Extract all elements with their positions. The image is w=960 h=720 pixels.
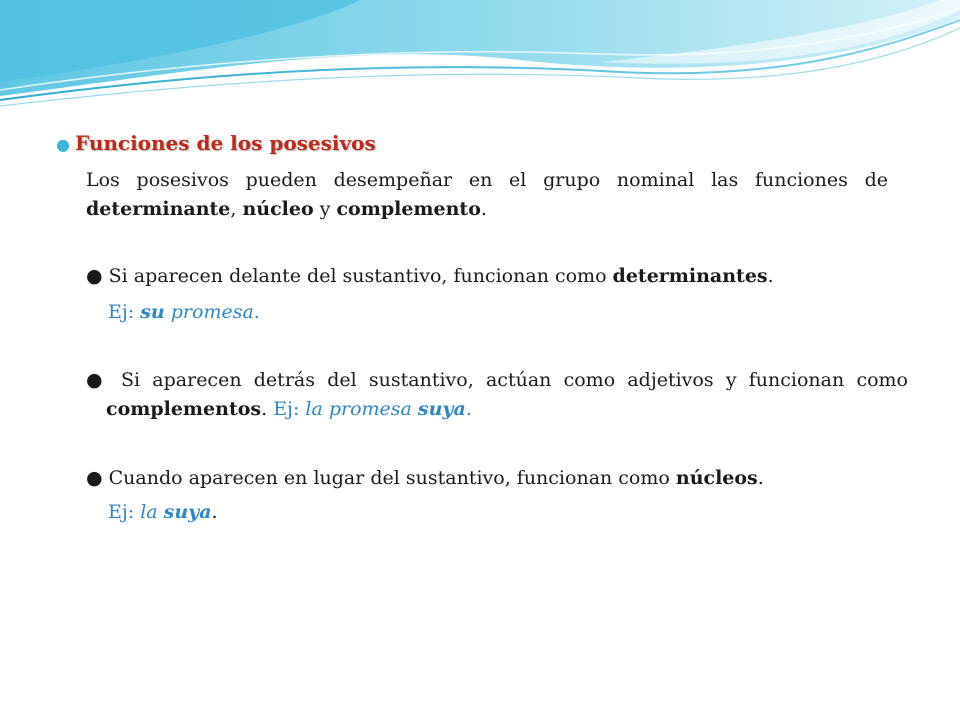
example-italic: promesa bbox=[164, 301, 254, 323]
example-prefix: Ej: bbox=[273, 398, 306, 420]
point-end: . bbox=[767, 265, 774, 287]
term-complemento: complemento bbox=[336, 198, 481, 220]
point-end: . bbox=[261, 398, 274, 420]
example-end: . bbox=[253, 301, 260, 323]
header-wave-decoration bbox=[0, 0, 960, 110]
example-nucleos bbox=[108, 498, 218, 527]
example-determinantes bbox=[108, 298, 260, 327]
example-italic: la bbox=[140, 501, 164, 523]
example-bold: suya bbox=[163, 501, 212, 523]
point-text: Cuando aparecen en lugar del sustantivo, funcionan como bbox=[102, 467, 676, 489]
point-bold: núcleos bbox=[675, 467, 758, 489]
term-determinante: determinante bbox=[86, 198, 231, 220]
bullet: ● bbox=[86, 369, 109, 391]
point-complementos bbox=[86, 366, 908, 424]
example-bold: su bbox=[140, 301, 165, 323]
intro-paragraph bbox=[86, 166, 888, 224]
bullet: ● bbox=[86, 467, 103, 489]
point-text: Si aparecen detrás del sustantivo, actúan como adjetivos y funcionan como bbox=[108, 369, 908, 391]
example-prefix: Ej: bbox=[108, 501, 141, 523]
intro-sep: y bbox=[313, 198, 337, 220]
point-end: . bbox=[757, 467, 764, 489]
intro-sep: , bbox=[230, 198, 243, 220]
heading-title: Funciones de los posesivos bbox=[74, 131, 376, 155]
section-heading bbox=[56, 131, 376, 155]
example-italic: la promesa bbox=[305, 398, 418, 420]
bullet: ● bbox=[86, 265, 103, 287]
example-end: . bbox=[211, 501, 218, 523]
point-bold: determinantes bbox=[612, 265, 768, 287]
intro-end: . bbox=[480, 198, 487, 220]
intro-text: Los posesivos pueden desempeñar en el grupo nominal las funciones de bbox=[86, 169, 888, 191]
heading-bullet: ● bbox=[56, 135, 70, 154]
term-nucleo: núcleo bbox=[242, 198, 314, 220]
example-bold: suya bbox=[417, 398, 466, 420]
point-determinantes bbox=[86, 262, 774, 291]
example-prefix: Ej: bbox=[108, 301, 141, 323]
point-nucleos bbox=[86, 464, 764, 493]
point-text: Si aparecen delante del sustantivo, funcionan como bbox=[102, 265, 613, 287]
point-bold: complementos bbox=[106, 398, 262, 420]
example-end: . bbox=[465, 398, 472, 420]
